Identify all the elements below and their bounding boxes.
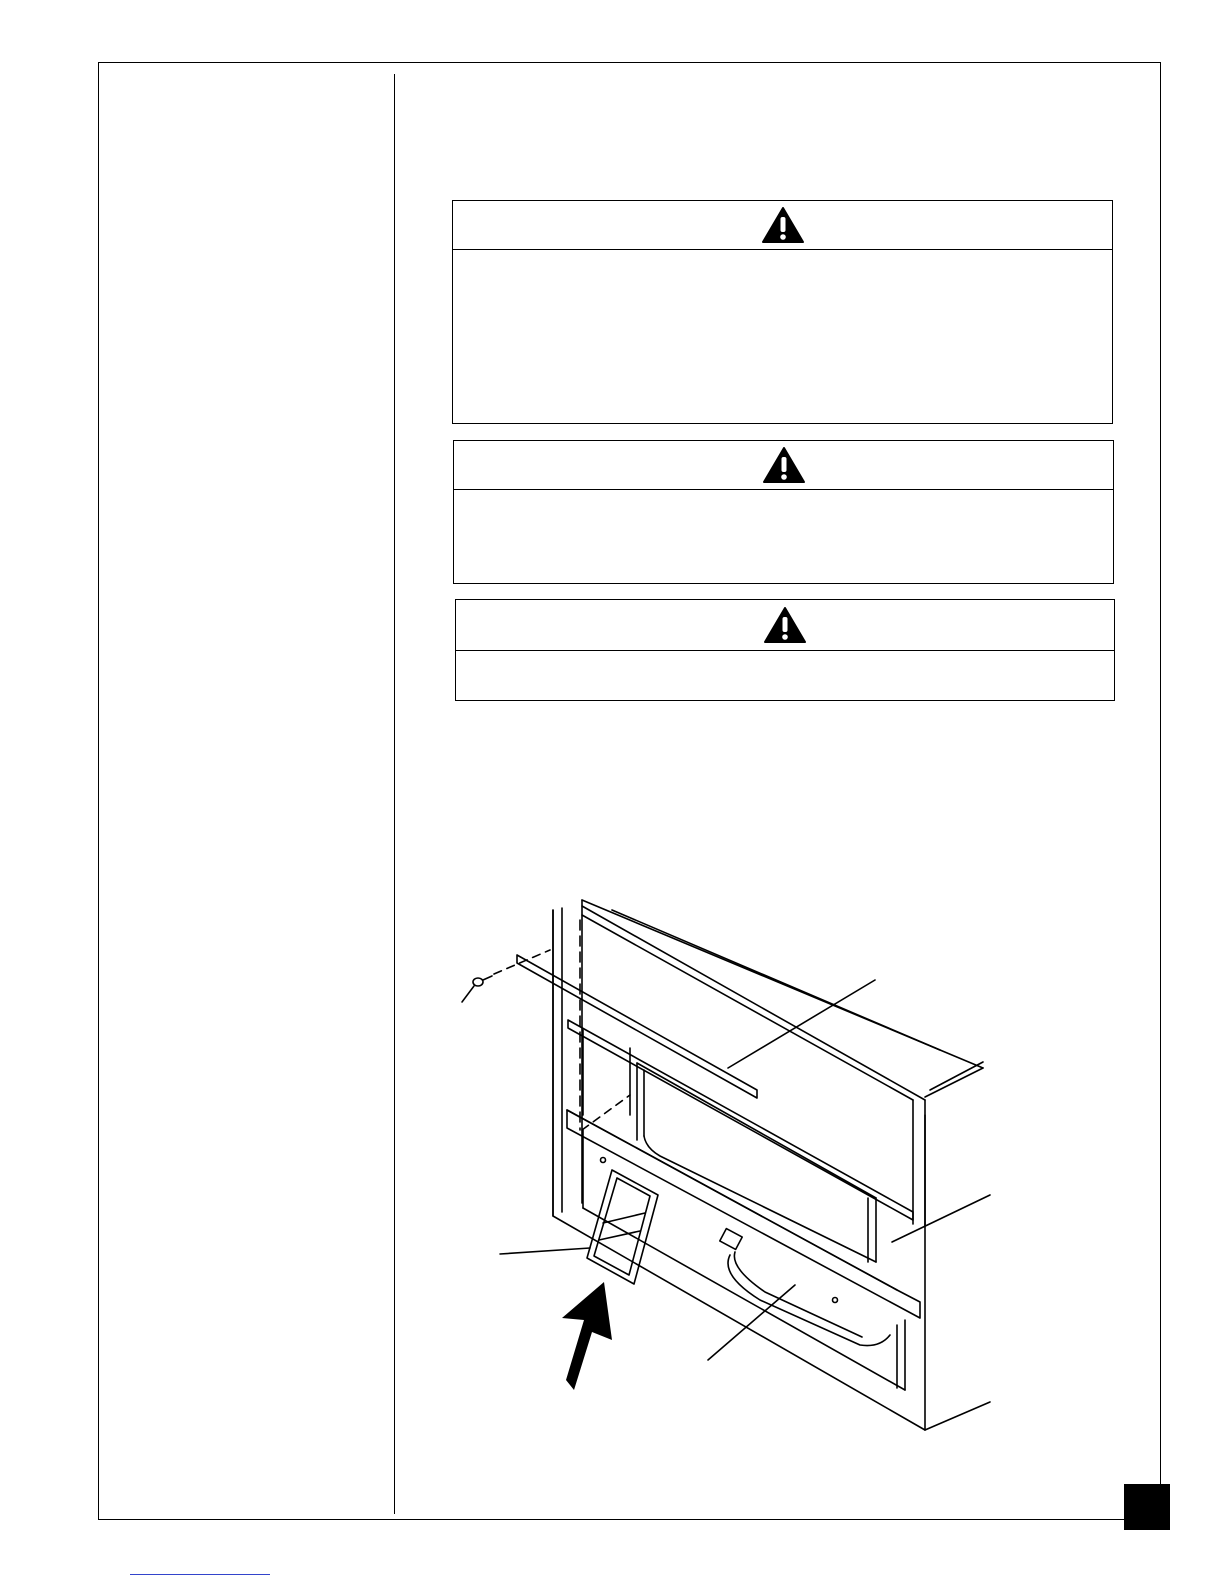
insertion-arrow-icon [562,1282,612,1390]
warning-box-3 [455,599,1115,701]
footer-link-underline[interactable] [130,1574,270,1575]
filter-frame [587,1170,658,1284]
warning-body [465,257,1100,415]
heater-installation-figure [440,895,1000,1445]
warning-body [468,656,1102,692]
warning-box-1 [452,200,1113,424]
warning-header [454,441,1113,490]
warning-triangle-icon [762,446,806,484]
warning-header [453,201,1112,250]
leader-lines [500,980,990,1360]
screw-icon [462,976,492,1002]
burner-shelf [567,1110,920,1318]
warning-triangle-icon [761,206,805,244]
warning-triangle-icon [763,606,807,644]
column-divider [394,74,395,1514]
page-number-box [1124,1484,1170,1530]
warning-header [456,600,1114,651]
alignment-line [582,1095,630,1130]
alignment-line [494,950,550,974]
upper-panel [582,906,925,1262]
warning-body [466,497,1101,575]
lower-compartment [583,1158,905,1391]
warning-box-2 [453,440,1114,584]
